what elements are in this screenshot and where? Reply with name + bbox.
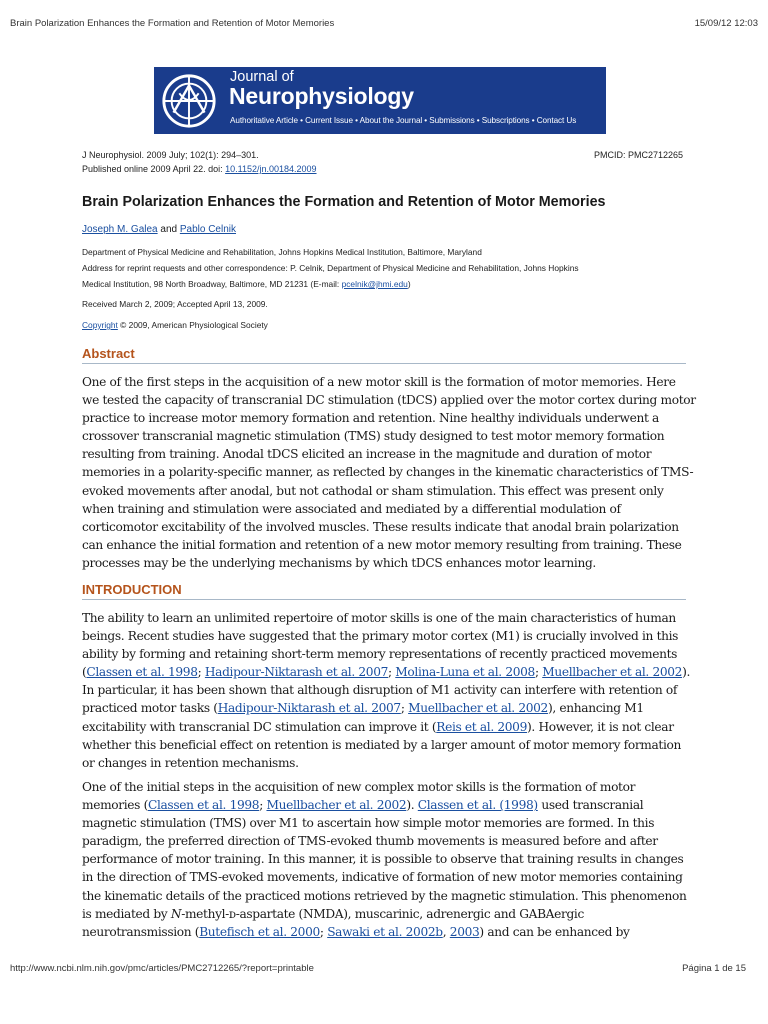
email-link[interactable]: pcelnik@jhmi.edu	[341, 279, 408, 289]
address-line-2	[82, 276, 682, 292]
paren-text: ).	[682, 665, 691, 680]
journal-of-text: Journal of	[230, 69, 294, 85]
author-link-celnik[interactable]: Pablo Celnik	[179, 224, 237, 235]
journal-nav	[230, 116, 576, 125]
nav-separator: •	[297, 116, 306, 125]
intro-line: in the direction of TMS-evoked movements, indicative of formation of new motor memories containing	[82, 870, 683, 885]
article-title: Brain Polarization Enhances the Formation and Retention of Motor Memories	[82, 194, 606, 210]
abstract-line: processes may be the underlying mechanisms by which tDCS enhances motor learning.	[82, 555, 596, 570]
doi-link[interactable]: 10.1152/jn.00184.2009	[225, 164, 317, 174]
ref-sep: ,	[442, 924, 450, 939]
ref-link-butefisch-2000[interactable]: Butefisch et al. 2000	[199, 924, 320, 939]
ref-link-muellbacher-2002[interactable]: Muellbacher et al. 2002	[266, 798, 407, 813]
intro-line	[82, 905, 694, 923]
ref-link-muellbacher-2002[interactable]: Muellbacher et al. 2002	[542, 665, 683, 680]
intro-line: magnetic stimulation (TMS) over M1 to ascertain how simple motor memories are formed. In this	[82, 816, 655, 831]
ref-link-sawaki-2003[interactable]: 2003	[449, 924, 480, 939]
published-prefix: Published online 2009 April 22. doi:	[82, 164, 226, 174]
nav-current-issue[interactable]: Current Issue	[305, 116, 353, 125]
abstract-line: we tested the capacity of transcranial DC stimulation (tDCS) applied over the motor cortex during motor	[82, 393, 696, 408]
ref-link-classen-1998-b[interactable]: Classen et al. (1998)	[417, 798, 538, 813]
abstract-line: practice to increase motor memory formation and retention. Nine healthy individuals underwent a	[82, 411, 659, 426]
print-header-datetime: 15/09/12 12:03	[694, 18, 758, 29]
intro-line	[82, 663, 694, 681]
address-suffix: )	[407, 279, 411, 289]
abstract-line: can enhance the initial formation and retention of a new motor memory resulting from training. These	[82, 537, 682, 552]
abstract-line: crossover transcranial magnetic stimulation (TMS) study designed to test motor memory formation	[82, 429, 665, 444]
ref-link-classen-1998[interactable]: Classen et al. 1998	[86, 665, 198, 680]
intro-line: In particular, it has been shown that although disruption of M1 activity can interfere with retention of	[82, 683, 677, 698]
ref-link-hadipour-2007[interactable]: Hadipour-Niktarash et al. 2007	[217, 701, 401, 716]
intro-line: whether this beneficial effect on retention is mediated by a larger amount of motor memory formation	[82, 737, 681, 752]
abstract-line: resulting from training. Anodal tDCS elicited an increase in the magnitude and duration of motor	[82, 447, 652, 462]
nav-separator: •	[352, 116, 360, 125]
nav-separator: •	[529, 116, 537, 125]
correspondence-address	[82, 260, 682, 292]
ref-link-sawaki-2002b[interactable]: Sawaki et al. 2002b	[327, 924, 443, 939]
intro-line: paradigm, the preferred direction of TMS-evoked thumb movements is measured before and after	[82, 834, 658, 849]
line-text: excitability with transcranial DC stimulation can improve it (	[82, 719, 437, 734]
ref-link-molina-luna-2008[interactable]: Molina-Luna et al. 2008	[395, 665, 535, 680]
line-text: ). However, it is not clear	[527, 719, 674, 734]
intro-line: the kinematic details of the practiced motions retrieved by the magnetic stimulation. This phenomenon	[82, 888, 687, 903]
intro-paragraph-1	[82, 609, 694, 772]
intro-line: One of the initial steps in the acquisition of new complex motor skills is the formation of motor	[82, 780, 636, 794]
line-text: is mediated by	[82, 906, 171, 921]
ref-link-classen-1998[interactable]: Classen et al. 1998	[147, 798, 260, 813]
intro-line	[82, 923, 694, 941]
nav-contact-us[interactable]: Contact Us	[536, 116, 577, 125]
line-text: neurotransmission (	[82, 924, 200, 939]
intro-line: ability by forming and retaining short-term memory representations of recently practiced movements	[82, 647, 678, 662]
intro-paragraph-2	[82, 778, 694, 941]
nav-separator: •	[422, 116, 430, 125]
journal-banner[interactable]	[154, 67, 606, 134]
ref-sep: ;	[388, 665, 396, 680]
intro-line: The ability to learn an unlimited repertoire of motor skills is one of the main characteristics of human	[82, 611, 676, 625]
abstract-line: One of the first steps in the acquisition of a new motor skill is the formation of motor memories. Here	[82, 375, 676, 389]
nav-subscriptions[interactable]: Subscriptions	[481, 116, 530, 125]
intro-line: beings. Recent studies have suggested that the primary motor cortex (M1) is crucially involved in this	[82, 629, 679, 644]
ref-link-hadipour-2007[interactable]: Hadipour-Niktarash et al. 2007	[204, 665, 389, 680]
abstract-line: corticomotor excitability of the involved muscles. These results indicate that anodal brain polarization	[82, 519, 679, 534]
abstract-line: when training and stimulation were associated and mediated by a differential modulation of	[82, 501, 621, 516]
abstract-heading: Abstract	[82, 346, 686, 364]
journal-name: Neurophysiology	[229, 83, 414, 109]
copyright-line	[82, 317, 682, 333]
ref-sep: ;	[534, 665, 543, 680]
ref-sep: ).	[406, 798, 418, 813]
print-header	[10, 18, 758, 29]
intro-line	[82, 796, 694, 814]
print-footer-url: http://www.ncbi.nlm.nih.gov/pmc/articles/PMC2712265/?report=printable	[10, 963, 314, 974]
abstract-line: memories in a polarity-specific manner, as reflected by changes in the kinematic characteristics of TMS-	[82, 465, 694, 480]
introduction-heading: INTRODUCTION	[82, 582, 686, 600]
nav-about-journal[interactable]: About the Journal	[359, 116, 423, 125]
citation-line: J Neurophysiol. 2009 July; 102(1): 294–301.	[82, 150, 259, 160]
published-line	[82, 164, 317, 174]
intro-line: or changes in retention mechanisms.	[82, 755, 299, 770]
ref-sep: ;	[400, 701, 409, 716]
pmcid: PMCID: PMC2712265	[594, 150, 684, 160]
abstract-line: evoked movements after anodal, but not cathodal or sham stimulation. This effect was present only	[82, 483, 664, 498]
address-prefix: Medical Institution, 98 North Broadway, Baltimore, MD 21231 (E-mail:	[82, 279, 342, 289]
line-text: used transcranial	[537, 798, 644, 813]
line-text: ) and can be enhanced by	[479, 924, 630, 939]
abstract-body	[82, 373, 694, 572]
intro-line	[82, 699, 694, 717]
intro-line	[82, 718, 694, 736]
paren-text: (	[82, 665, 87, 680]
line-text: -methyl-ᴅ-aspartate (NMDA), muscarinic, adrenergic and GABAergic	[181, 906, 584, 921]
print-footer	[10, 963, 746, 974]
copyright-link[interactable]: Copyright	[82, 320, 118, 330]
authors	[82, 224, 236, 235]
print-header-title: Brain Polarization Enhances the Formation and Retention of Motor Memories	[10, 18, 335, 29]
line-text: memories (	[82, 798, 148, 813]
address-line-1: Address for reprint requests and other correspondence: P. Celnik, Department of Physical Medicine and Rehabilitation, Johns Hopkins	[82, 263, 579, 273]
received-dates: Received March 2, 2009; Accepted April 13, 2009.	[82, 299, 268, 309]
line-text: practiced motor tasks (	[82, 701, 218, 716]
nav-separator: •	[474, 116, 482, 125]
ref-link-reis-2009[interactable]: Reis et al. 2009	[436, 719, 527, 734]
line-text: ), enhancing M1	[547, 701, 644, 716]
nav-authoritative-article[interactable]: Authoritative Article	[230, 116, 298, 125]
aps-logo-icon	[160, 72, 218, 130]
authors-and: and	[157, 224, 180, 235]
ref-sep: ;	[259, 798, 267, 813]
ref-sep: ;	[319, 924, 328, 939]
ref-sep: ;	[197, 665, 205, 680]
nav-submissions[interactable]: Submissions	[429, 116, 475, 125]
ref-link-muellbacher-2002[interactable]: Muellbacher et al. 2002	[408, 701, 548, 716]
italic-n: N	[170, 906, 182, 921]
print-footer-page: Página 1 de 15	[682, 963, 746, 974]
copyright-text: © 2009, American Physiological Society	[117, 320, 268, 330]
intro-line: performance of motor training. In this manner, it is possible to observe that training results in changes	[82, 852, 684, 867]
author-link-galea[interactable]: Joseph M. Galea	[82, 224, 158, 235]
affiliation: Department of Physical Medicine and Rehabilitation, Johns Hopkins Medical Institution, Baltimore, Maryland	[82, 247, 482, 257]
